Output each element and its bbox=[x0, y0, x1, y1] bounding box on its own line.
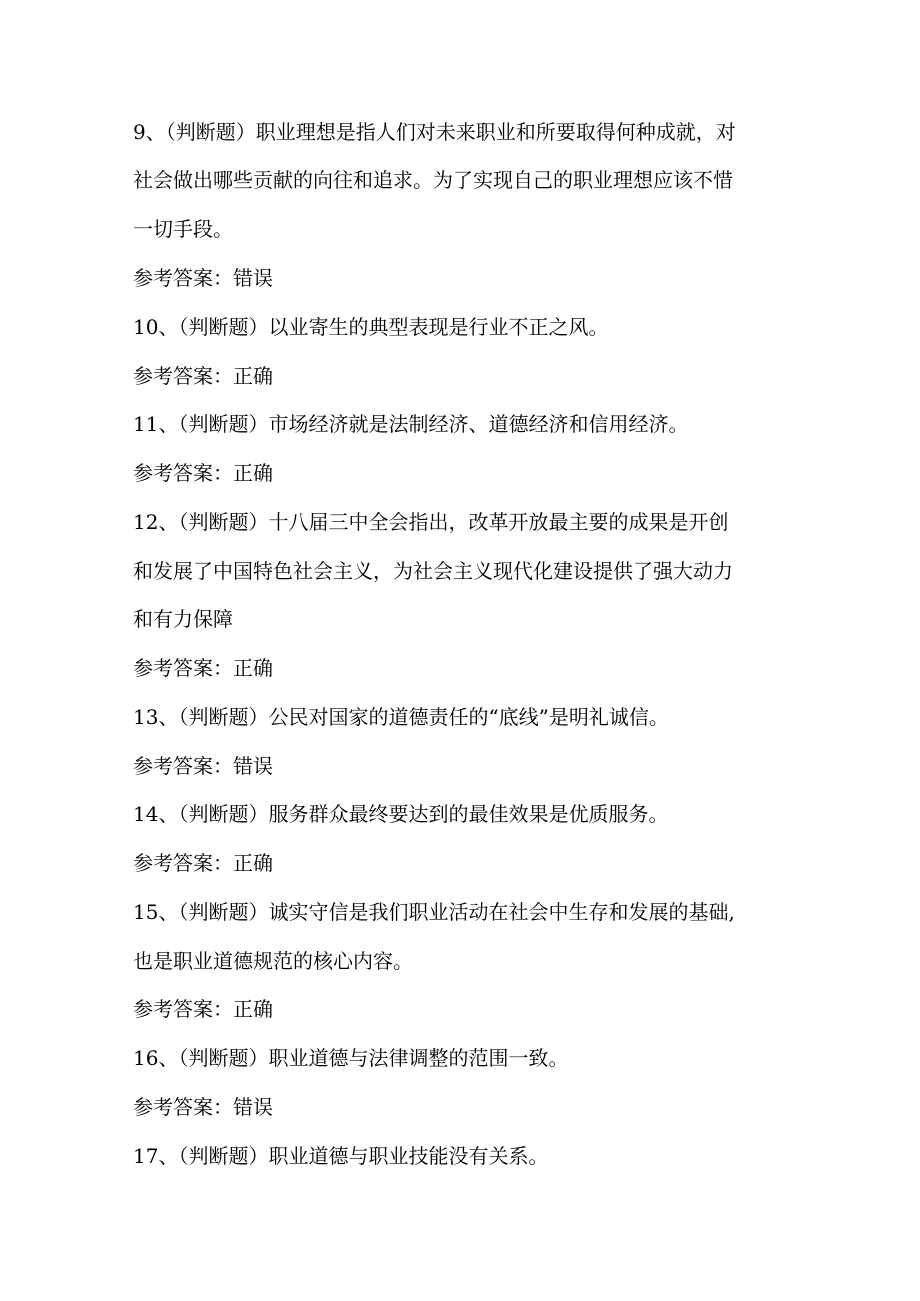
answer-13: 参考答案：错误 bbox=[133, 754, 273, 778]
answer-11: 参考答案：正确 bbox=[133, 461, 273, 485]
question-16: 16、（判断题）职业道德与法律调整的范围一致。 bbox=[133, 1046, 569, 1070]
question-12-line-1: 12、（判断题）十八届三中全会指出，改革开放最主要的成果是开创 bbox=[133, 510, 729, 534]
question-11: 11、（判断题）市场经济就是法制经济、道德经济和信用经济。 bbox=[133, 412, 689, 436]
answer-12: 参考答案：正确 bbox=[133, 656, 273, 680]
answer-16: 参考答案：错误 bbox=[133, 1095, 273, 1119]
question-17: 17、（判断题）职业道德与职业技能没有关系。 bbox=[133, 1144, 549, 1168]
question-9-line-3: 一切手段。 bbox=[133, 217, 233, 241]
question-15-line-1: 15、（判断题）诚实守信是我们职业活动在社会中生存和发展的基础, bbox=[133, 900, 735, 924]
question-9-line-2: 社会做出哪些贡献的向往和追求。为了实现自己的职业理想应该不惜 bbox=[133, 168, 733, 192]
question-12-line-2: 和发展了中国特色社会主义，为社会主义现代化建设提供了强大动力 bbox=[133, 559, 733, 583]
answer-14: 参考答案：正确 bbox=[133, 851, 273, 875]
question-10: 10、（判断题）以业寄生的典型表现是行业不正之风。 bbox=[133, 315, 609, 339]
question-15-line-2: 也是职业道德规范的核心内容。 bbox=[133, 949, 413, 973]
answer-15: 参考答案：正确 bbox=[133, 997, 273, 1021]
question-13: 13、（判断题）公民对国家的道德责任的“底线”是明礼诚信。 bbox=[133, 705, 669, 729]
question-9-line-1: 9、（判断题）职业理想是指人们对未来职业和所要取得何种成就，对 bbox=[133, 120, 736, 144]
question-14: 14、（判断题）服务群众最终要达到的最佳效果是优质服务。 bbox=[133, 802, 669, 826]
question-12-line-3: 和有力保障 bbox=[133, 607, 233, 631]
answer-9: 参考答案：错误 bbox=[133, 266, 273, 290]
answer-10: 参考答案：正确 bbox=[133, 364, 273, 388]
